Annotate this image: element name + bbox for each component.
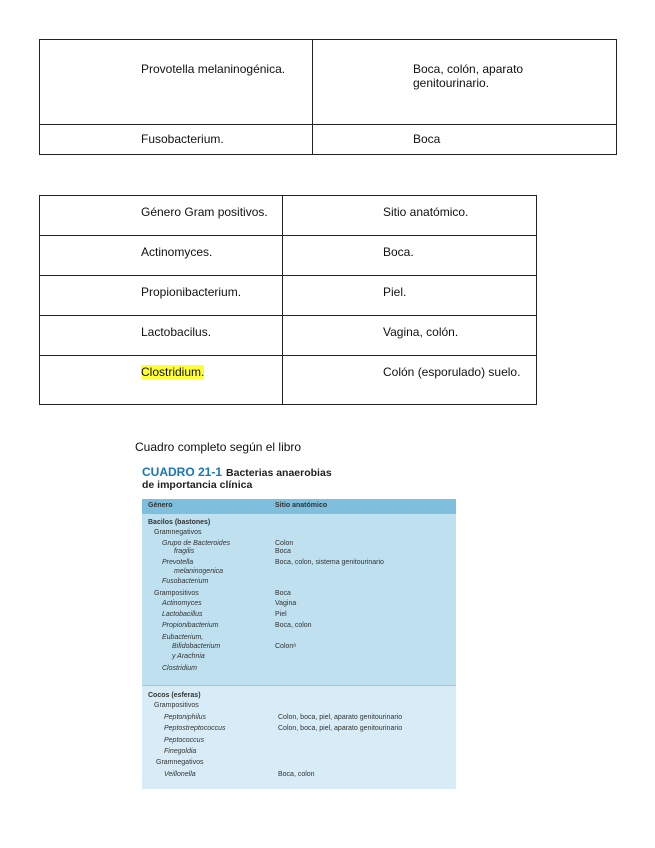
genus-text-wrap bbox=[40, 356, 282, 379]
site-text: Colón (esporulado) suelo. bbox=[383, 365, 521, 379]
section-heading: Bacilos (bastones) bbox=[148, 519, 211, 526]
genus-name: Grupo de Bacteroides bbox=[162, 540, 231, 547]
table-header-row bbox=[40, 196, 537, 236]
site-name: Boca bbox=[275, 548, 291, 555]
genus-name: Fusobacterium bbox=[162, 578, 209, 585]
site-text: Boca bbox=[413, 132, 441, 146]
highlighted-genus: Clostridium. bbox=[141, 365, 205, 379]
figure-title bbox=[142, 466, 456, 491]
bacilli-section bbox=[142, 514, 456, 685]
table-row bbox=[40, 40, 617, 125]
table-row bbox=[40, 316, 537, 356]
group-label: Gramnegativos bbox=[154, 529, 202, 536]
list-item bbox=[142, 758, 456, 768]
site-name: Colon bbox=[275, 540, 294, 547]
header-cell-site bbox=[283, 196, 537, 236]
table-cell-site bbox=[283, 236, 537, 276]
site-name: Boca, colon bbox=[278, 771, 315, 778]
list-item bbox=[142, 621, 456, 631]
list-item bbox=[142, 547, 456, 557]
header-genus: Género Gram positivos. bbox=[141, 205, 268, 219]
genus-name: Eubacterium, bbox=[162, 634, 204, 641]
table-row bbox=[40, 125, 617, 155]
list-item bbox=[142, 528, 456, 538]
list-item bbox=[142, 567, 456, 577]
genus-name: Propionibacterium bbox=[162, 622, 219, 629]
gram-positive-table bbox=[39, 195, 537, 405]
table-cell-genus bbox=[40, 356, 283, 405]
table-row bbox=[40, 276, 537, 316]
site-name: Boca bbox=[275, 590, 291, 597]
list-item bbox=[142, 713, 456, 723]
genus-text: Actinomyces. bbox=[141, 245, 213, 259]
figure-table-header bbox=[142, 499, 456, 514]
table-cell-site bbox=[313, 125, 617, 155]
table-cell-site bbox=[313, 40, 617, 125]
site-name: Colon, boca, piel, aparato genitourinario bbox=[278, 714, 403, 721]
table-cell-genus bbox=[40, 276, 283, 316]
cocci-section bbox=[142, 685, 456, 789]
figure-table bbox=[142, 499, 456, 788]
table-cell-genus bbox=[40, 236, 283, 276]
genus-name: Actinomyces bbox=[162, 600, 202, 607]
genus-name: Clostridium bbox=[162, 665, 198, 672]
site-text: Vagina, colón. bbox=[383, 325, 459, 339]
site-name: Boca, colon bbox=[275, 622, 312, 629]
table-cell-site bbox=[283, 276, 537, 316]
list-item bbox=[142, 610, 456, 620]
genus-name: y Arachnia bbox=[172, 653, 205, 660]
site-text: Piel. bbox=[383, 285, 407, 299]
genus-text: Fusobacterium. bbox=[141, 132, 224, 146]
genus-name: Bifidobacterium bbox=[172, 643, 221, 650]
genus-name: Peptostreptococcus bbox=[164, 725, 226, 732]
genus-name: Finegoldia bbox=[164, 748, 197, 755]
figure-title-line1: Bacterias anaerobias bbox=[226, 467, 332, 479]
site-name: Colon, boca, piel, aparato genitourinario bbox=[278, 725, 403, 732]
genus-name: Peptoniphilus bbox=[164, 714, 207, 721]
site-name: Boca, colon, sistema genitourinario bbox=[275, 559, 384, 566]
group-label: Gramnegativos bbox=[156, 759, 204, 766]
genus-name: Prevotella bbox=[162, 559, 194, 566]
site-text bbox=[313, 40, 616, 90]
table-cell-genus bbox=[40, 125, 313, 155]
book-figure bbox=[142, 466, 456, 788]
site-line: genitourinario. bbox=[413, 76, 490, 90]
genus-name: Peptococcus bbox=[164, 737, 205, 744]
list-item bbox=[142, 589, 456, 599]
list-item bbox=[142, 724, 456, 734]
col-genus: Género bbox=[148, 502, 173, 509]
site-text: Boca. bbox=[383, 245, 414, 259]
genus-text: Lactobacilus. bbox=[141, 325, 212, 339]
group-label: Grampositivos bbox=[154, 702, 199, 709]
figure-number: CUADRO 21-1 bbox=[142, 465, 223, 479]
genus-text: Provotella melaninogénica. bbox=[141, 62, 286, 76]
table-cell-genus bbox=[40, 316, 283, 356]
table-cell-site bbox=[283, 356, 537, 405]
table-cell-site bbox=[283, 316, 537, 356]
table-row bbox=[40, 236, 537, 276]
list-item bbox=[142, 701, 456, 711]
list-item bbox=[142, 747, 456, 757]
section-heading: Cocos (esferas) bbox=[148, 692, 201, 699]
table-row bbox=[40, 356, 537, 405]
figure-caption: Cuadro completo según el libro bbox=[135, 440, 302, 454]
header-cell-genus bbox=[40, 196, 283, 236]
list-item bbox=[142, 664, 456, 674]
site-line: Boca, colón, aparato bbox=[413, 62, 524, 76]
list-item bbox=[142, 642, 456, 652]
group-label: Grampositivos bbox=[154, 590, 199, 597]
list-item bbox=[142, 518, 456, 528]
list-item bbox=[142, 770, 456, 780]
figure-title-line2: de importancia clínica bbox=[142, 479, 253, 491]
genus-name: Lactobacillus bbox=[162, 611, 203, 618]
gram-negative-table bbox=[39, 39, 617, 155]
genus-text: Propionibacterium. bbox=[141, 285, 242, 299]
list-item bbox=[142, 577, 456, 587]
site-name: Vagina bbox=[275, 600, 297, 607]
genus-name: Veillonella bbox=[164, 771, 196, 778]
list-item bbox=[142, 691, 456, 701]
site-name: Colonᵃ bbox=[275, 643, 296, 650]
list-item bbox=[142, 652, 456, 662]
col-site: Sitio anatómico bbox=[275, 502, 328, 509]
genus-name: fragilis bbox=[174, 548, 195, 555]
genus-name: melaninogenica bbox=[174, 568, 224, 575]
list-item bbox=[142, 599, 456, 609]
table-cell-genus bbox=[40, 40, 313, 125]
header-site: Sitio anatómico. bbox=[383, 205, 469, 219]
site-name: Piel bbox=[275, 611, 287, 618]
list-item bbox=[142, 736, 456, 746]
